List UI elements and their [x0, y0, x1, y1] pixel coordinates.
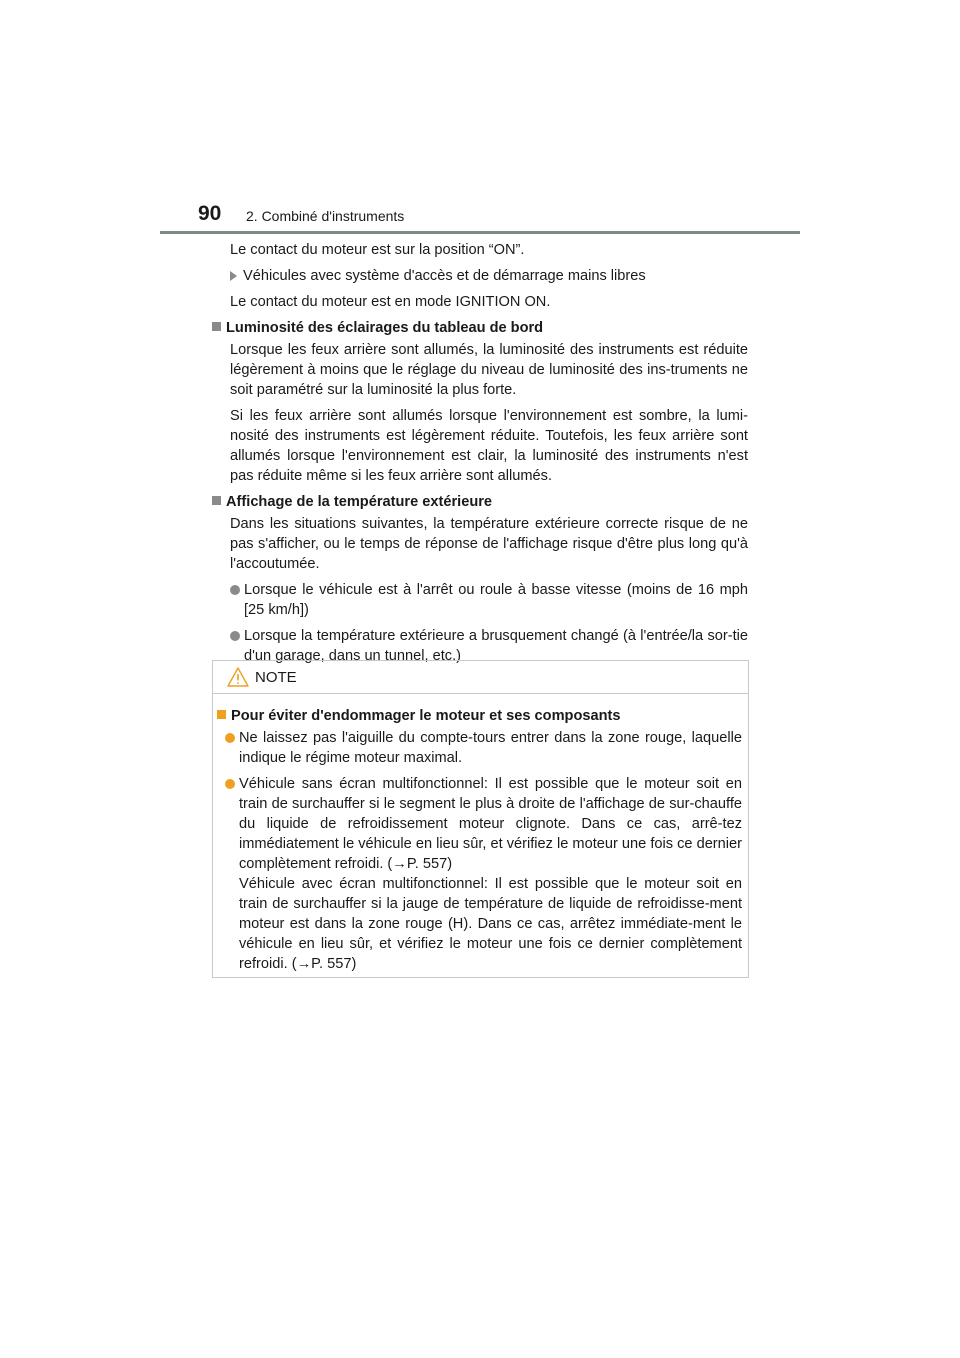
vehicle-type-label: Véhicules avec système d'accès et de démarrage mains libres	[243, 268, 646, 284]
note-paragraph-no-display: Véhicule sans écran multifonctionnel: Il est possible que le moteur soit en train de surchauffer si le segment le plus à droite de l'affichage de sur-chauffe du liquide de refroidissement moteur clignote. Dans ce cas, arrê-tez immédiatement le véhicule en lieu sûr, et vérifiez le moteur une fois ce dernier complètement refroidi. (→P. 557)	[239, 776, 742, 872]
section-title: Affichage de la température extérieure	[226, 494, 493, 510]
brightness-paragraph-2: Si les feux arrière sont allumés lorsque l'environnement est sombre, la lumi-nosité des instruments est légèrement réduite. Toutefois, les feux arrière sont allumés lorsque l'environnement est clair, la luminosité des instruments n'est pas réduite même si les feux arrière sont allumés.	[230, 408, 748, 484]
warning-triangle-icon	[227, 667, 249, 687]
circle-bullet-icon	[230, 585, 240, 595]
note-heading-text: Pour éviter d'endommager le moteur et ses composants	[231, 708, 621, 724]
page-number: 90	[198, 202, 222, 225]
chapter-title: 2. Combiné d'instruments	[246, 208, 405, 224]
note-label: NOTE	[255, 668, 297, 686]
list-item	[217, 728, 742, 768]
note-heading	[217, 706, 742, 726]
list-item-text: Lorsque le véhicule est à l'arrêt ou roule à basse vitesse (moins de 16 mph [25 km/h])	[244, 582, 748, 618]
header-rule	[160, 231, 800, 234]
main-content	[212, 240, 748, 672]
temperature-paragraph: Dans les situations suivantes, la température extérieure correcte risque de ne pas s'afficher, ou le temps de réponse de l'affichage risque d'être plus long qu'à l'accoutumée.	[230, 516, 748, 572]
circle-bullet-icon	[225, 779, 235, 789]
intro-line-1: Le contact du moteur est sur la position “ON”.	[230, 242, 525, 258]
section-heading-temperature	[212, 492, 748, 512]
intro-line-2: Le contact du moteur est en mode IGNITION ON.	[230, 294, 551, 310]
square-bullet-icon	[217, 710, 226, 719]
circle-bullet-icon	[230, 631, 240, 641]
list-item	[212, 580, 748, 620]
list-item-text	[239, 774, 742, 974]
brightness-paragraph-1: Lorsque les feux arrière sont allumés, la luminosité des instruments est réduite légèrement à moins que le réglage du niveau de luminosité des ins-truments ne soit paramétré sur la luminosité la plus forte.	[230, 342, 748, 398]
list-item	[217, 774, 742, 974]
vehicle-type-line	[212, 266, 748, 286]
square-bullet-icon	[212, 322, 221, 331]
square-bullet-icon	[212, 496, 221, 505]
list-item-text: Ne laissez pas l'aiguille du compte-tours entrer dans la zone rouge, laquelle indique le régime moteur maximal.	[239, 730, 742, 766]
list-item-text: Lorsque la température extérieure a brusquement changé (à l'entrée/la sor-tie d'un garage, dans un tunnel, etc.)	[244, 628, 748, 664]
section-heading-brightness	[212, 318, 748, 338]
note-header	[213, 661, 748, 694]
note-paragraph-with-display: Véhicule avec écran multifonctionnel: Il est possible que le moteur soit en train de surchauffer si la jauge de température de liquide de refroidisse-ment moteur est dans la zone rouge (H). Dans ce cas, arrêtez immédiate-ment le véhicule en lieu sûr, et vérifiez le moteur une fois ce dernier complètement refroidi. (→P. 557)	[239, 876, 742, 972]
circle-bullet-icon	[225, 733, 235, 743]
section-title: Luminosité des éclairages du tableau de bord	[226, 320, 544, 336]
triangle-bullet-icon	[230, 271, 237, 281]
note-box	[212, 660, 749, 978]
note-body	[213, 694, 748, 974]
